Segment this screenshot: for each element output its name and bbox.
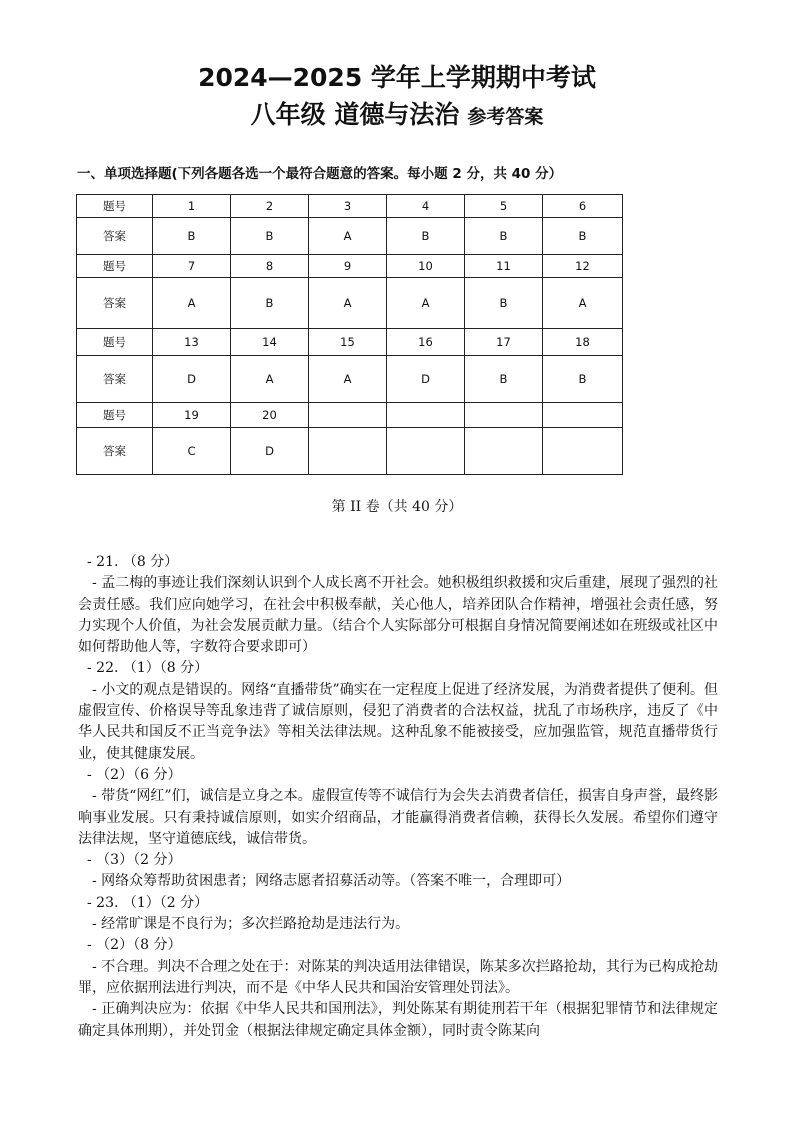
part-2-heading: 第 II 卷（共 40 分） [331, 499, 463, 515]
row-label-cell: 题号 [77, 329, 153, 356]
table-cell: B [465, 356, 543, 403]
answer-paragraph: - 不合理。判决不合理之处在于：对陈某的判决适用法律错误，陈某多次拦路抢劫，其行为已构成抢劫罪，应依据刑法进行判决，而不是《中华人民共和国治安管理处罚法》。 [78, 958, 718, 996]
table-cell: B [387, 218, 465, 255]
table-cell: 17 [465, 329, 543, 356]
answer-paragraph: - 正确判决应为：依据《中华人民共和国刑法》，判处陈某有期徒刑若干年（根据犯罪情节和法律规定确定具体刑期），并处罚金（根据法律规定确定具体金额），同时责令陈某向 [78, 1001, 718, 1039]
table-cell: 3 [309, 195, 387, 218]
table-cell: 13 [153, 329, 231, 356]
table-cell: 11 [465, 255, 543, 278]
table-cell [309, 403, 387, 428]
answer-table [76, 194, 623, 475]
table-cell: A [387, 278, 465, 329]
table-cell: 5 [465, 195, 543, 218]
table-cell [309, 428, 387, 475]
answer-paragraph: - 经常旷课是不良行为；多次拦路抢劫是违法行为。 [92, 916, 410, 933]
table-cell: A [309, 356, 387, 403]
answer-row [77, 356, 623, 403]
question-number-row [77, 403, 623, 428]
question-label: - 22. （1）（8 分） [87, 660, 209, 677]
answer-row [77, 428, 623, 475]
row-label-cell: 答案 [77, 356, 153, 403]
table-cell: 15 [309, 329, 387, 356]
table-cell: 14 [231, 329, 309, 356]
table-cell [465, 428, 543, 475]
answer-paragraph: - 孟二梅的事迹让我们深刻认识到个人成长离不开社会。她积极组织救援和灾后重建，展现了强烈的社会责任感。我们应向她学习，在社会中积极奉献，关心他人，培养团队合作精神，增强社会责任感，努力实现个人价值，为社会发展贡献力量。（结合个人实际部分可根据自身情况简要阐述如在班级或社区中如何帮助他人等，字数符合要求即可） [78, 575, 718, 656]
table-cell [543, 403, 623, 428]
answer-row [77, 278, 623, 329]
table-cell: 1 [153, 195, 231, 218]
subjective-answers [78, 552, 718, 1042]
table-cell: 2 [231, 195, 309, 218]
question-label: - （3）（2 分） [87, 852, 182, 869]
table-cell: B [153, 218, 231, 255]
row-label-cell: 答案 [77, 428, 153, 475]
table-cell: B [231, 218, 309, 255]
row-label-cell: 题号 [77, 403, 153, 428]
exam-title: 2024—2025 学年上学期期中考试 [198, 63, 596, 92]
table-cell: 12 [543, 255, 623, 278]
row-label-cell: 答案 [77, 218, 153, 255]
table-cell: C [153, 428, 231, 475]
question-label: - 21. （8 分） [87, 554, 179, 570]
table-cell: A [309, 278, 387, 329]
question-label: - （2）（8 分） [87, 937, 182, 954]
question-number-row [77, 329, 623, 356]
table-cell: D [387, 356, 465, 403]
table-cell: B [465, 218, 543, 255]
table-cell: 18 [543, 329, 623, 356]
table-cell: A [231, 356, 309, 403]
table-cell: B [465, 278, 543, 329]
subject-title: 八年级 道德与法治 [250, 100, 460, 129]
table-cell: 20 [231, 403, 309, 428]
table-cell: D [153, 356, 231, 403]
row-label-cell: 题号 [77, 195, 153, 218]
table-cell: B [543, 356, 623, 403]
table-cell: B [231, 278, 309, 329]
table-cell: 10 [387, 255, 465, 278]
table-cell: 4 [387, 195, 465, 218]
answer-paragraph: - 带货“网红”们，诚信是立身之本。虚假宣传等不诚信行为会失去消费者信任，损害自身声誉，最终影响事业发展。只有秉持诚信原则，如实介绍商品，才能赢得消费者信赖，获得长久发展。希望你们遵守法律法规，坚守道德底线，诚信带货。 [78, 788, 718, 847]
row-label-cell: 答案 [77, 278, 153, 329]
table-cell: 9 [309, 255, 387, 278]
answer-key-label: 参考答案 [467, 106, 544, 128]
answer-paragraph: - 小文的观点是错误的。网络“直播带货”确实在一定程度上促进了经济发展，为消费者提供了便利。但虚假宣传、价格误导等乱象违背了诚信原则，侵犯了消费者的合法权益，扰乱了市场秩序，违反了《中华人民共和国反不正当竞争法》等相关法律法规。这种乱象不能被接受，应加强监管，规范直播带货行业，使其健康发展。 [78, 681, 718, 762]
table-cell: 8 [231, 255, 309, 278]
table-cell: 16 [387, 329, 465, 356]
exam-subtitle [0, 95, 794, 131]
row-label-cell: 题号 [77, 255, 153, 278]
table-cell: 6 [543, 195, 623, 218]
table-cell [465, 403, 543, 428]
table-cell: A [309, 218, 387, 255]
answer-paragraph: - 网络众筹帮助贫困患者；网络志愿者招募活动等。（答案不唯一，合理即可） [92, 873, 571, 890]
table-cell: B [543, 218, 623, 255]
table-cell [387, 403, 465, 428]
answer-row [77, 218, 623, 255]
table-cell: 19 [153, 403, 231, 428]
question-label: - 23. （1）（2 分） [87, 894, 209, 911]
section-1-heading: 一、单项选择题(下列各题各选一个最符合题意的答案。每小题 2 分，共 40 分） [77, 166, 563, 182]
table-cell [543, 428, 623, 475]
table-cell: 7 [153, 255, 231, 278]
question-number-row [77, 255, 623, 278]
table-cell: A [543, 278, 623, 329]
question-number-row [77, 195, 623, 218]
table-cell: A [153, 278, 231, 329]
table-cell [387, 428, 465, 475]
question-label: - （2）（6 分） [87, 766, 182, 783]
table-cell: D [231, 428, 309, 475]
